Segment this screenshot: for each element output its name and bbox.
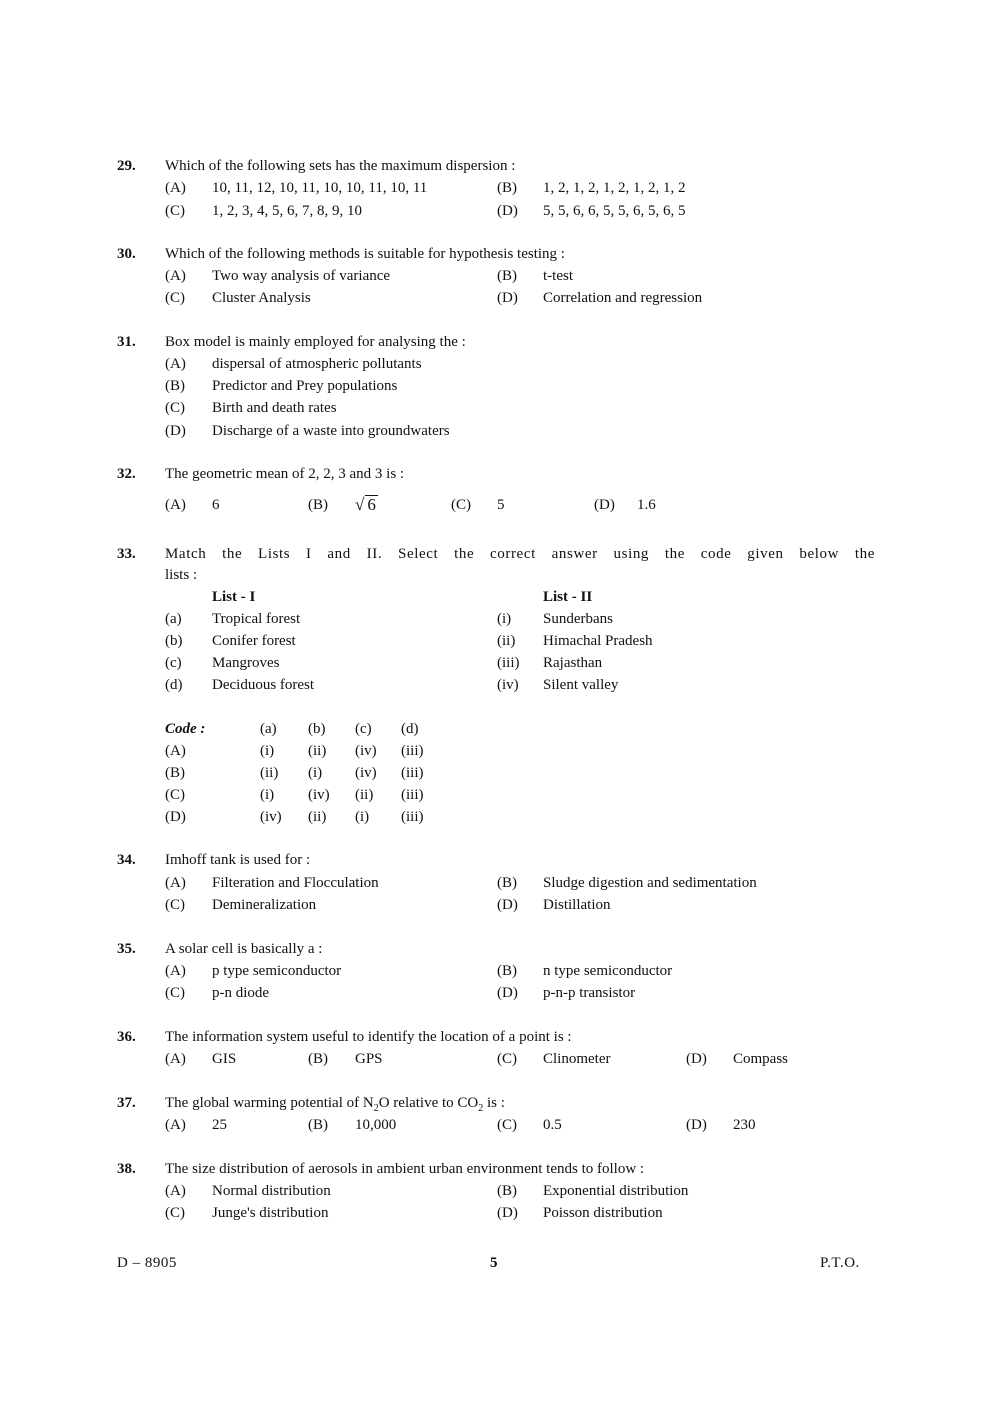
- list-2-item: Sunderbans: [543, 611, 613, 627]
- code-value: (iv): [308, 787, 330, 803]
- code-value: (iii): [401, 765, 424, 781]
- question-number: 34.: [117, 852, 136, 868]
- option-text: Compass: [733, 1051, 789, 1067]
- list-2-header: List - II: [543, 589, 593, 605]
- option-text: Cluster Analysis: [212, 290, 311, 306]
- option-text: 10,000: [355, 1117, 397, 1133]
- option-text: Distillation: [543, 897, 611, 913]
- list-1-item: Deciduous forest: [212, 677, 315, 693]
- option-text: 5, 5, 6, 6, 5, 5, 6, 5, 6, 5: [543, 203, 686, 219]
- option-label: (D): [165, 423, 186, 439]
- option-label: (A): [165, 180, 186, 196]
- option-text: p-n diode: [212, 985, 270, 1001]
- question-number: 33.: [117, 546, 136, 562]
- code-option-label: (B): [165, 765, 185, 781]
- code-value: (iii): [401, 787, 424, 803]
- list-2-label: (iv): [497, 677, 519, 693]
- code-value: (i): [308, 765, 323, 781]
- option-text: Junge's distribution: [212, 1205, 329, 1221]
- list-1-item: Conifer forest: [212, 633, 296, 649]
- list-1-label: (d): [165, 677, 183, 693]
- please-turn-over: P.T.O.: [820, 1255, 860, 1271]
- option-text: Birth and death rates: [212, 400, 337, 416]
- option-text: p type semiconductor: [212, 963, 342, 979]
- option-label: (C): [165, 400, 185, 416]
- option-text: √ 6: [355, 495, 376, 514]
- question-number: 38.: [117, 1161, 136, 1177]
- option-label: (C): [165, 897, 185, 913]
- code-value: (iii): [401, 743, 424, 759]
- code-option-label: (D): [165, 809, 186, 825]
- option-label: (D): [497, 1205, 518, 1221]
- option-text: Sludge digestion and sedimentation: [543, 875, 757, 891]
- option-text: 5: [497, 497, 505, 513]
- option-label: (C): [165, 985, 185, 1001]
- option-label: (A): [165, 356, 186, 372]
- question-text: Which of the following sets has the maximum dispersion :: [165, 158, 516, 174]
- option-label: (A): [165, 1117, 186, 1133]
- code-value: (i): [355, 809, 370, 825]
- option-label: (A): [165, 963, 186, 979]
- code-header: (c): [355, 721, 372, 737]
- option-label: (D): [497, 203, 518, 219]
- option-label: (D): [497, 897, 518, 913]
- option-text: Exponential distribution: [543, 1183, 689, 1199]
- option-label: (C): [497, 1117, 517, 1133]
- code-label: Code :: [165, 721, 206, 737]
- list-1-header: List - I: [212, 589, 256, 605]
- question-text: The geometric mean of 2, 2, 3 and 3 is :: [165, 466, 405, 482]
- option-text: 1, 2, 1, 2, 1, 2, 1, 2, 1, 2: [543, 180, 686, 196]
- code-value: (iv): [355, 765, 377, 781]
- question-text: The information system useful to identify the location of a point is :: [165, 1029, 572, 1045]
- option-text: dispersal of atmospheric pollutants: [212, 356, 422, 372]
- option-label: (D): [497, 290, 518, 306]
- option-label: (A): [165, 268, 186, 284]
- code-value: (i): [260, 787, 275, 803]
- option-text: Correlation and regression: [543, 290, 703, 306]
- option-text: Demineralization: [212, 897, 317, 913]
- code-header: (a): [260, 721, 277, 737]
- question-number: 32.: [117, 466, 136, 482]
- list-1-label: (b): [165, 633, 183, 649]
- question-text-continued: lists :: [165, 567, 198, 583]
- option-label: (B): [497, 875, 517, 891]
- question-number: 29.: [117, 158, 136, 174]
- code-value: (ii): [308, 809, 327, 825]
- list-1-item: Tropical forest: [212, 611, 301, 627]
- option-text: 1.6: [637, 497, 656, 513]
- question-text: The size distribution of aerosols in ambient urban environment tends to follow :: [165, 1161, 645, 1177]
- option-label: (D): [686, 1051, 707, 1067]
- question-number: 31.: [117, 334, 136, 350]
- option-text: 25: [212, 1117, 227, 1133]
- list-2-item: Himachal Pradesh: [543, 633, 653, 649]
- question-text: Imhoff tank is used for :: [165, 852, 311, 868]
- list-2-item: Rajasthan: [543, 655, 603, 671]
- page-number: 5: [490, 1255, 498, 1271]
- option-text: t-test: [543, 268, 573, 284]
- code-value: (ii): [355, 787, 374, 803]
- code-value: (i): [260, 743, 275, 759]
- list-1-label: (c): [165, 655, 182, 671]
- code-header: (b): [308, 721, 326, 737]
- square-root-icon: √: [355, 495, 365, 514]
- option-text: Poisson distribution: [543, 1205, 663, 1221]
- paper-code: D – 8905: [117, 1255, 177, 1271]
- option-text: GPS: [355, 1051, 383, 1067]
- code-value: (iv): [355, 743, 377, 759]
- option-text: Two way analysis of variance: [212, 268, 391, 284]
- option-text: Predictor and Prey populations: [212, 378, 398, 394]
- option-text: Filteration and Flocculation: [212, 875, 379, 891]
- list-1-label: (a): [165, 611, 182, 627]
- option-label: (C): [165, 203, 185, 219]
- code-value: (ii): [260, 765, 279, 781]
- option-label: (B): [497, 180, 517, 196]
- question-number: 30.: [117, 246, 136, 262]
- code-option-label: (C): [165, 787, 185, 803]
- option-text: 6: [212, 497, 220, 513]
- option-label: (A): [165, 497, 186, 513]
- option-label: (D): [686, 1117, 707, 1133]
- option-label: (B): [497, 963, 517, 979]
- list-1-item: Mangroves: [212, 655, 280, 671]
- option-text: Normal distribution: [212, 1183, 331, 1199]
- option-text: 230: [733, 1117, 756, 1133]
- option-label: (B): [308, 1117, 328, 1133]
- question-text: A solar cell is basically a :: [165, 941, 323, 957]
- option-text: Clinometer: [543, 1051, 611, 1067]
- option-text: 0.5: [543, 1117, 562, 1133]
- option-label: (C): [165, 290, 185, 306]
- question-text: Match the Lists I and II. Select the correct answer using the code given below the: [165, 546, 875, 562]
- question-number: 35.: [117, 941, 136, 957]
- option-label: (B): [165, 378, 185, 394]
- question-number: 36.: [117, 1029, 136, 1045]
- option-text: GIS: [212, 1051, 237, 1067]
- option-label: (B): [308, 497, 328, 513]
- option-text: n type semiconductor: [543, 963, 673, 979]
- list-2-label: (ii): [497, 633, 516, 649]
- option-text: 10, 11, 12, 10, 11, 10, 10, 11, 10, 11: [212, 180, 428, 196]
- code-value: (iv): [260, 809, 282, 825]
- list-2-label: (iii): [497, 655, 520, 671]
- code-value: (ii): [308, 743, 327, 759]
- option-text: Discharge of a waste into groundwaters: [212, 423, 450, 439]
- code-option-label: (A): [165, 743, 186, 759]
- option-label: (C): [451, 497, 471, 513]
- code-header: (d): [401, 721, 419, 737]
- option-label: (A): [165, 1051, 186, 1067]
- question-text: Which of the following methods is suitable for hypothesis testing :: [165, 246, 565, 262]
- option-label: (D): [497, 985, 518, 1001]
- option-label: (B): [497, 268, 517, 284]
- question-text: The global warming potential of $N_2O$ relative to $CO_2$ is :: [165, 1095, 505, 1114]
- code-value: (iii): [401, 809, 424, 825]
- option-text: 1, 2, 3, 4, 5, 6, 7, 8, 9, 10: [212, 203, 362, 219]
- option-label: (A): [165, 875, 186, 891]
- option-label: (D): [594, 497, 615, 513]
- question-text: Box model is mainly employed for analysing the :: [165, 334, 466, 350]
- option-label: (B): [308, 1051, 328, 1067]
- list-2-label: (i): [497, 611, 512, 627]
- question-number: 37.: [117, 1095, 136, 1111]
- option-label: (C): [497, 1051, 517, 1067]
- option-label: (A): [165, 1183, 186, 1199]
- option-label: (B): [497, 1183, 517, 1199]
- option-text: p-n-p transistor: [543, 985, 636, 1001]
- option-label: (C): [165, 1205, 185, 1221]
- list-2-item: Silent valley: [543, 677, 619, 693]
